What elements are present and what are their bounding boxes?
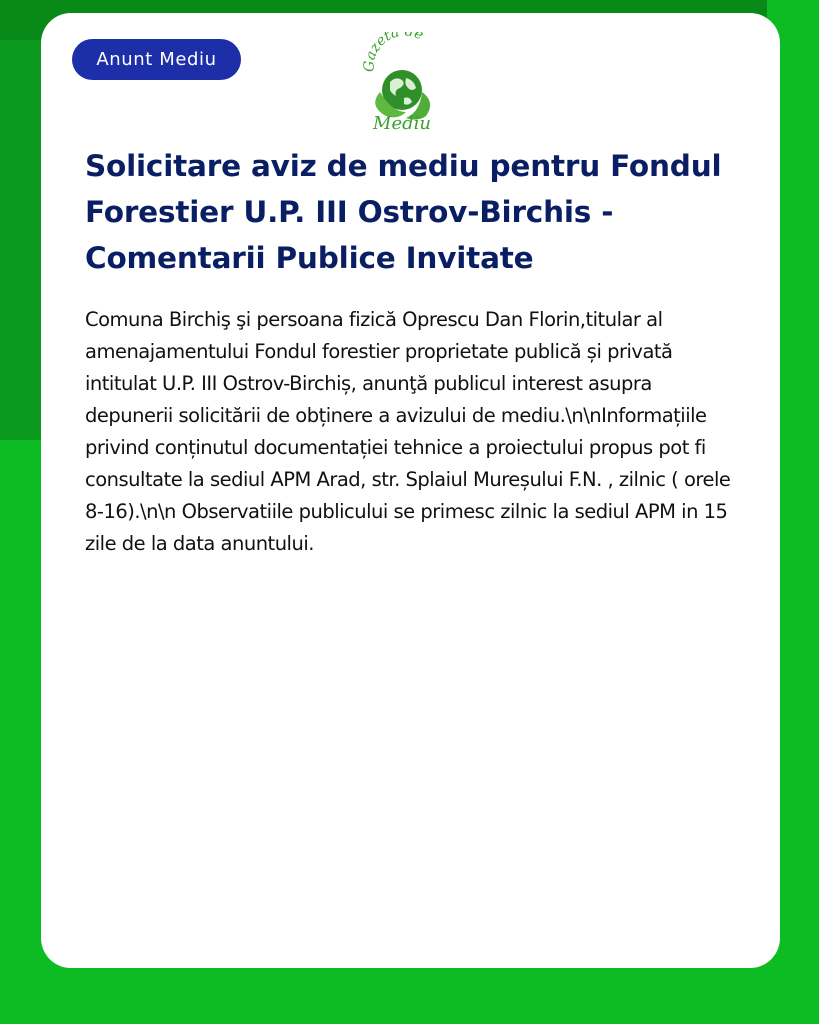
article-title: Solicitare aviz de mediu pentru Fondul Forestier U.P. III Ostrov-Birchis - Comentarii Publice Invitate [85,149,722,275]
gazeta-de-mediu-logo [352,32,452,132]
category-badge-label: Anunt Mediu [96,49,217,70]
logo-bottom-text: Mediu [373,113,431,132]
svg-text:Gazeta de [362,32,426,72]
article-body: Comuna Birchiş şi persoana fizică Oprescu Dan Florin,titular al amenajamentului Fondul forestier proprietate publică și privată intitulat U.P. III Ostrov-Birchiș, anunţă publicul interest asupra depunerii solicitării de obținere a avizului de mediu.\n\nInformațiile privind conținutul documentației tehnice a proiectului propus pot fi consultate la sediul APM Arad, str. Splaiul Mureșului F.N. , zilnic ( orele 8-16).\n\n Observatiile publicului se primesc zilnic la sediul APM in 15 zile de la data anuntului. [85,308,737,555]
category-badge [72,39,241,80]
logo-top-text: Gazeta e [361,32,426,73]
